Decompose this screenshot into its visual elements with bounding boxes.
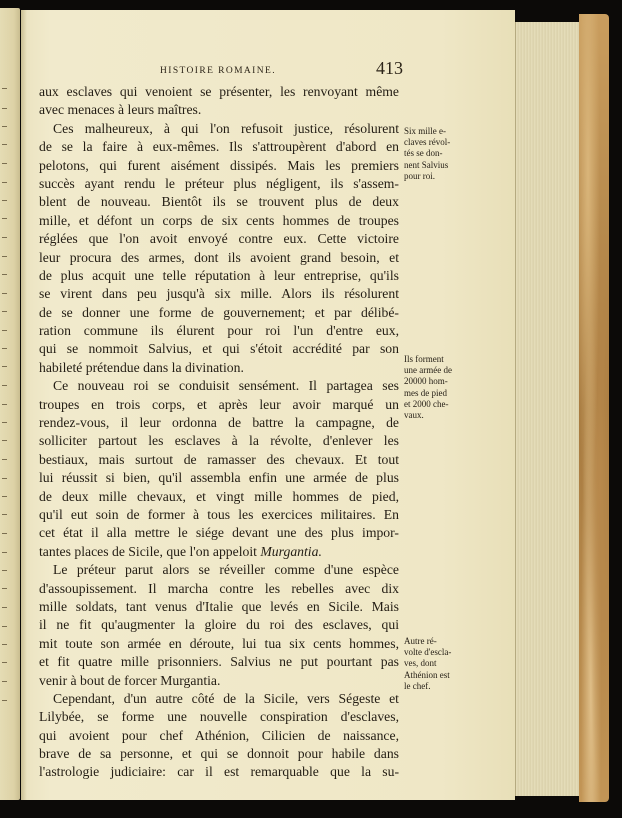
margin-note-athenion bbox=[404, 636, 466, 692]
text-line: qui avoient pour chef Athénion, Cilicien de naissance, bbox=[39, 727, 399, 743]
text-line: tantes places de Sicile, que l'on appeloit Murgantia. bbox=[39, 543, 322, 559]
margin-note-line: et 2000 che- bbox=[404, 398, 449, 409]
text-line: Le préteur parut alors se réveiller comme d'une espèce bbox=[53, 562, 399, 578]
margin-note-line: mes de pied bbox=[404, 387, 447, 398]
text-line: de plus acquit une telle réputation à leur entreprise, qu'ils bbox=[39, 267, 399, 283]
text-line: brave de sa personne, et qui se donnoit pour habile dans bbox=[39, 746, 399, 762]
margin-note-line: 20000 hom- bbox=[404, 376, 448, 387]
text-line: et fit quatre mille prisonniers. Salvius ne put pourtant pas bbox=[39, 654, 399, 670]
text-line: Lilybée, se forme une nouvelle conspiration d'esclaves, bbox=[39, 709, 399, 725]
text-line: succès ayant rendu le préteur plus négligent, ils s'assem- bbox=[39, 175, 399, 191]
text-line: mille, et défont un corps de six cents hommes de troupes bbox=[39, 212, 399, 228]
text-line: de se la faire à eux-mêmes. Ils s'attroupèrent d'abord en bbox=[39, 139, 399, 155]
margin-note-line: ves, dont bbox=[404, 658, 437, 669]
text-line: Ce nouveau roi se conduisit sensément. Il partagea ses bbox=[53, 378, 399, 394]
page-block-edges bbox=[515, 22, 580, 796]
text-line: réglées que l'on avoit envoyé contre eux. Cette victoire bbox=[39, 231, 399, 247]
marbled-cover bbox=[579, 14, 609, 802]
text-line: habileté prétendue dans la divination. bbox=[39, 359, 244, 375]
text-line: cet état il alla mettre le siége devant une des plus impor- bbox=[39, 525, 399, 541]
margin-note-line: pour roi. bbox=[404, 170, 435, 181]
text-line: aux esclaves qui venoient se présenter, les renvoyant même bbox=[39, 84, 399, 99]
body-text bbox=[39, 83, 399, 782]
text-line: leur procura des armes, dont ils avoient grand besoin, et bbox=[39, 249, 399, 265]
margin-note-line: volte d'escla- bbox=[404, 647, 452, 658]
text-line: Cependant, d'un autre côté de la Sicile, vers Ségeste et bbox=[53, 690, 399, 706]
text-line: mit toute son armée en déroute, lui tua six cents hommes, bbox=[39, 635, 399, 651]
margin-note-line: claves révol- bbox=[404, 137, 451, 148]
text-line: troupes en trois corps, et après leur avoir marqué un bbox=[39, 396, 399, 412]
margin-note-line: Six mille e- bbox=[404, 126, 446, 136]
italic-place-name: Murgantia. bbox=[260, 543, 322, 559]
text-line: il ne fit qu'augmenter la gloire du roi des esclaves, qui bbox=[39, 617, 399, 633]
text-line: bestiaux, mais surtout de ramasser des chevaux. Et tout bbox=[39, 451, 399, 467]
text-line: pelotons, qui furent aisément dissipés. Mais les premiers bbox=[39, 157, 399, 173]
text-line: de se donner une forme de gouvernement; et par délibé- bbox=[39, 304, 399, 320]
text-line: venir à bout de forcer Murgantia. bbox=[39, 672, 221, 688]
text-line: Ces malheureux, à qui l'on refusoit justice, résolurent bbox=[53, 120, 399, 136]
margin-note-line: Autre ré- bbox=[404, 636, 437, 646]
margin-note-salvius bbox=[404, 126, 466, 182]
text-line: se virent dans peu jusqu'à six mille. Alors ils résolurent bbox=[39, 286, 399, 302]
text-line: mille soldats, tant venus d'Italie que levés en Sicile. Mais bbox=[39, 598, 399, 614]
text-line: avec menaces à leurs maîtres. bbox=[39, 102, 202, 118]
text-line: ration commune ils élurent pour roi l'un d'entre eux, bbox=[39, 323, 399, 339]
margin-note-line: vaux. bbox=[404, 410, 424, 421]
text-line: rendez-vous, il leur ordonna de battre la campagne, de bbox=[39, 415, 399, 431]
facing-page-edge bbox=[0, 8, 20, 800]
margin-note-line: une armée de bbox=[404, 365, 452, 376]
margin-note-line: tés se don- bbox=[404, 148, 443, 159]
text-line: blent de nouveau. Bientôt ils se trouvent plus de deux bbox=[39, 194, 399, 210]
margin-note-line: le chef. bbox=[404, 680, 431, 691]
text-line: solliciter partout les esclaves à la révolte, d'enlever les bbox=[39, 433, 399, 449]
margin-note-line: Athénion est bbox=[404, 669, 450, 680]
text-line: qui se nommoit Salvius, et qui s'étoit accrédité par son bbox=[39, 341, 399, 357]
text-line: l'astrologie judiciaire: car il est remarquable que la su- bbox=[39, 764, 399, 780]
text-line: qu'il eut soin de former à tous les exercices militaires. En bbox=[39, 506, 399, 522]
text-line: lui réussit si bien, qu'il assembla enfin une armée de plus bbox=[39, 470, 399, 486]
page-number: 413 bbox=[376, 58, 403, 78]
margin-note-army bbox=[404, 354, 466, 421]
margin-note-line: nent Salvius bbox=[404, 159, 449, 170]
text-line: d'assoupissement. Il marcha contre les rebelles avec dix bbox=[39, 580, 399, 596]
margin-note-line: Ils forment bbox=[404, 354, 444, 364]
text-line: de deux mille chevaux, et vingt mille hommes de pied, bbox=[39, 488, 399, 504]
running-header: HISTOIRE ROMAINE. bbox=[160, 66, 276, 76]
